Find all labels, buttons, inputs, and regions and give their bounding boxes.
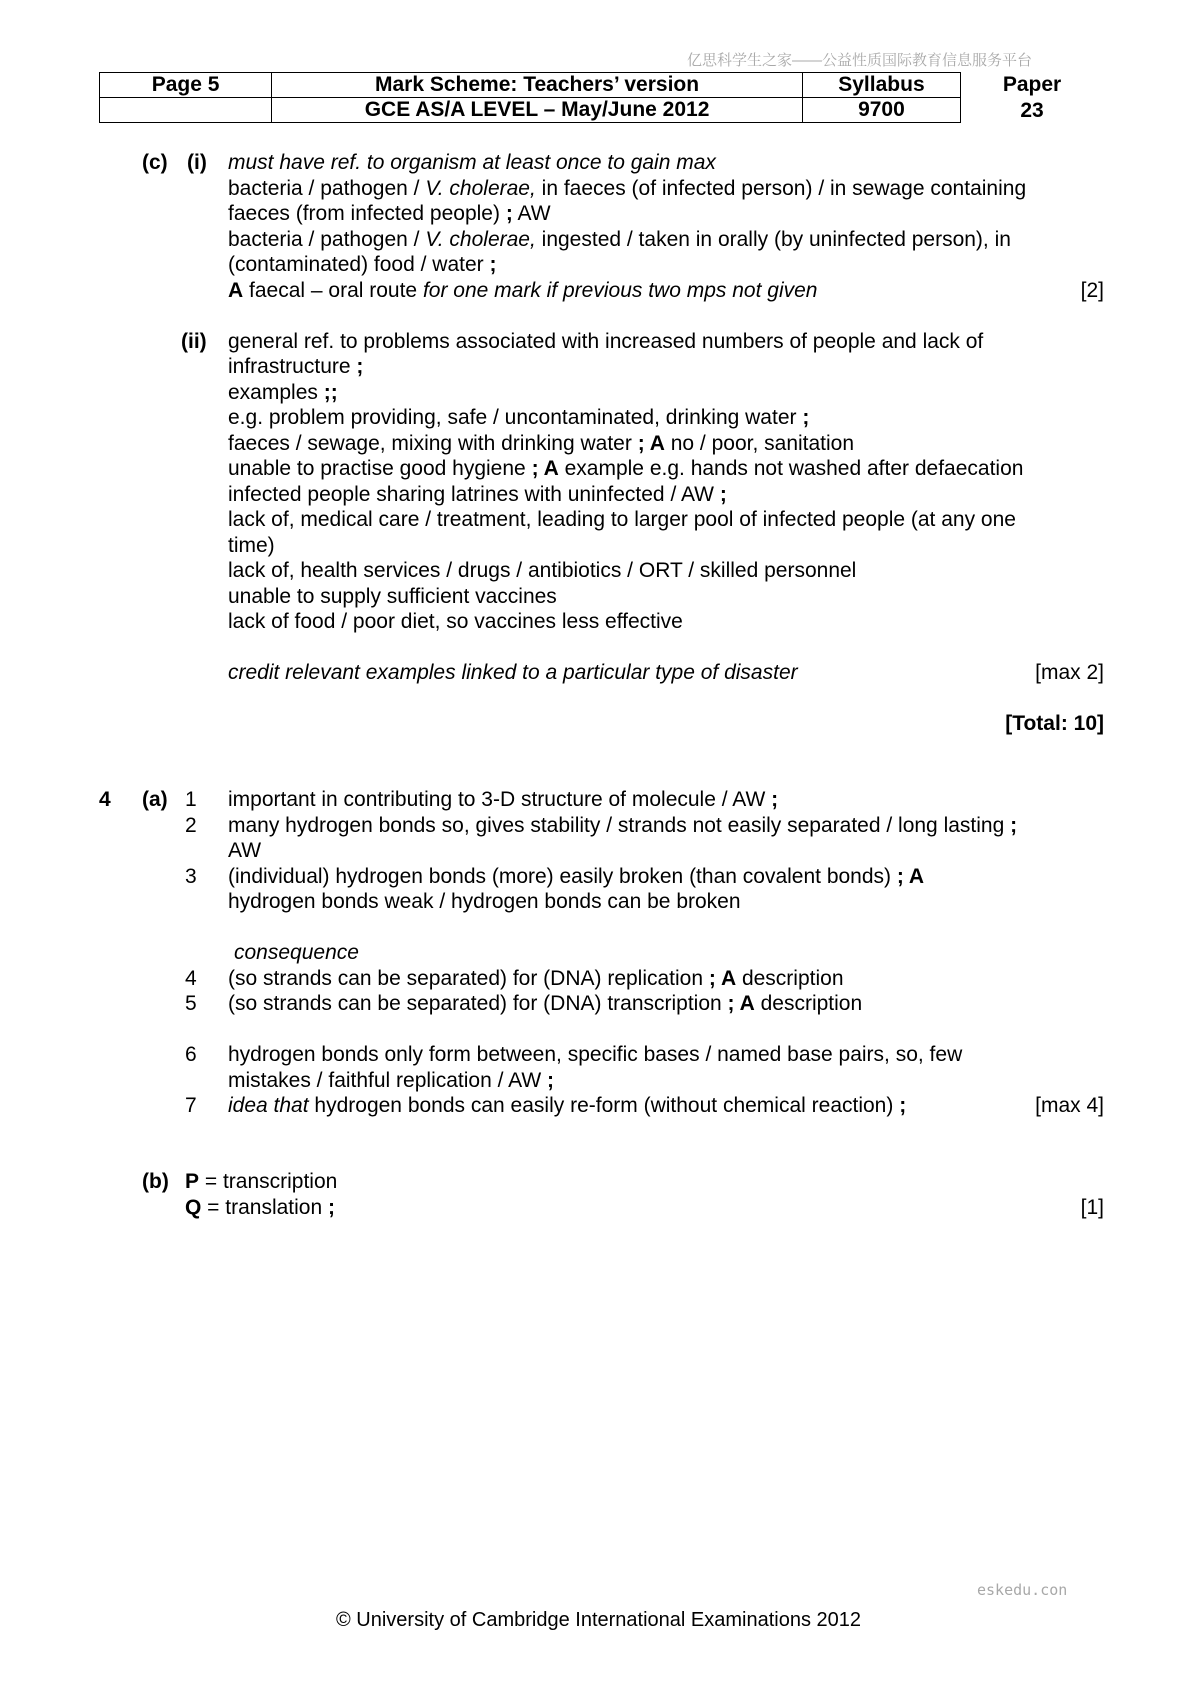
answer-line: faeces (from infected people) ; AW — [228, 202, 551, 225]
mark-scheme-title: Mark Scheme: Teachers’ version — [272, 73, 803, 98]
answer-line: examples ;; — [228, 380, 338, 404]
mark-allocation: [max 2] — [1035, 661, 1104, 684]
answer-line: A faecal – oral route for one mark if previous two mps not given — [228, 278, 818, 302]
mark-allocation: [2] — [1080, 278, 1104, 302]
answer-line: many hydrogen bonds so, gives stability / strands not easily separated / long lasting ; — [228, 813, 1018, 837]
page-number: Page 5 — [100, 73, 272, 98]
answer-line: bacteria / pathogen / V. cholerae, ingested / taken in orally (by uninfected person), in — [228, 227, 1011, 251]
question-total: [Total: 10] — [1005, 712, 1104, 735]
part-b-label: (b) — [142, 1170, 169, 1193]
sub-ii-label: (ii) — [181, 329, 207, 353]
part-c-label: (c) — [142, 151, 168, 174]
point-number: 6 — [185, 1043, 197, 1066]
header-table — [99, 72, 961, 123]
point-number: 3 — [185, 864, 197, 888]
answer-line: e.g. problem providing, safe / uncontaminated, drinking water ; — [228, 406, 810, 429]
answer-line: (contaminated) food / water ; — [228, 253, 497, 276]
answer-line: important in contributing to 3-D structure of molecule / AW ; — [228, 788, 779, 811]
answer-line: must have ref. to organism at least once to gain max — [228, 151, 716, 174]
answer-line: infected people sharing latrines with uninfected / AW ; — [228, 482, 727, 506]
syllabus-label: Syllabus — [802, 73, 960, 98]
answer-line: hydrogen bonds weak / hydrogen bonds can be broken — [228, 890, 741, 913]
watermark-top: 亿思科学生之家——公益性质国际教育信息服务平台 — [687, 52, 1033, 69]
answer-line: time) — [228, 533, 275, 557]
answer-line: infrastructure ; — [228, 355, 364, 378]
answer-line: lack of, health services / drugs / antibiotics / ORT / skilled personnel — [228, 559, 857, 582]
answer-line: AW — [228, 839, 262, 862]
answer-line: unable to practise good hygiene ; A example e.g. hands not washed after defaecation — [228, 457, 1024, 480]
answer-line: hydrogen bonds only form between, specific bases / named base pairs, so, few — [228, 1043, 963, 1066]
point-number: 1 — [185, 788, 197, 811]
answer-line: general ref. to problems associated with increased numbers of people and lack of — [228, 329, 984, 353]
paper-label: Paper — [1002, 73, 1062, 96]
mark-allocation: [1] — [1080, 1195, 1104, 1219]
answer-line: (so strands can be separated) for (DNA) transcription ; A description — [228, 992, 863, 1015]
answer-line: Q = translation ; — [185, 1195, 335, 1219]
exam-session: GCE AS/A LEVEL – May/June 2012 — [272, 98, 803, 123]
point-number: 2 — [185, 813, 197, 837]
subheading-consequence: consequence — [234, 941, 359, 964]
answer-line: unable to supply sufficient vaccines — [228, 584, 557, 608]
part-a-label: (a) — [142, 788, 168, 811]
answer-line: faeces / sewage, mixing with drinking water ; A no / poor, sanitation — [228, 431, 855, 455]
watermark-bottom: eskedu.con — [977, 1581, 1068, 1599]
syllabus-code: 9700 — [802, 98, 960, 123]
answer-line: (individual) hydrogen bonds (more) easily broken (than covalent bonds) ; A — [228, 864, 925, 888]
question-number: 4 — [99, 788, 111, 811]
answer-line: (so strands can be separated) for (DNA) replication ; A description — [228, 966, 844, 990]
paper-number: 23 — [1020, 99, 1044, 122]
answer-line: lack of food / poor diet, so vaccines less effective — [228, 610, 683, 633]
answer-line: lack of, medical care / treatment, leading to larger pool of infected people (at any one — [228, 508, 1016, 531]
header-empty-cell — [100, 98, 272, 123]
point-number: 5 — [185, 992, 197, 1015]
answer-line: mistakes / faithful replication / AW ; — [228, 1068, 555, 1092]
paper-info — [961, 72, 1103, 124]
answer-note: credit relevant examples linked to a particular type of disaster — [228, 661, 798, 684]
answer-line: P = transcription — [185, 1170, 338, 1193]
sub-i-label: (i) — [187, 151, 207, 174]
answer-line: idea that hydrogen bonds can easily re-form (without chemical reaction) ; — [228, 1094, 907, 1117]
point-number: 7 — [185, 1094, 197, 1117]
point-number: 4 — [185, 966, 197, 990]
answer-line: bacteria / pathogen / V. cholerae, in faeces (of infected person) / in sewage containing — [228, 176, 1027, 200]
mark-allocation: [max 4] — [1035, 1094, 1104, 1117]
copyright-footer: © University of Cambridge International Examinations 2012 — [336, 1609, 861, 1631]
